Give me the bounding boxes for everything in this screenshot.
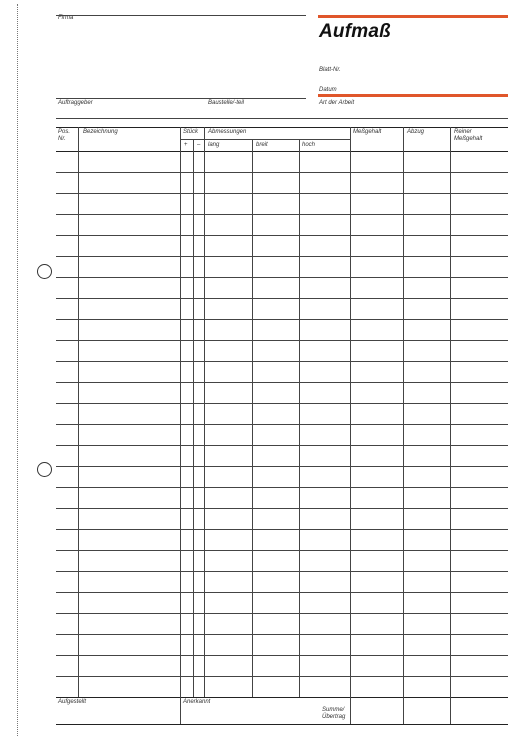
lang-header: lang: [208, 142, 220, 148]
hoch-header: hoch: [302, 142, 316, 148]
table-row-line: [56, 571, 508, 572]
table-row-line: [56, 340, 508, 341]
hoch-column-line: [299, 139, 300, 697]
table-column-line: [78, 127, 79, 697]
anerkannt-label: Anerkannt: [183, 699, 211, 705]
plus-header: +: [184, 142, 188, 148]
table-bottom-line: [56, 697, 508, 698]
aufgestellt-label: Aufgestellt: [58, 699, 87, 705]
punch-hole-bottom: [37, 462, 52, 477]
table-row-line: [56, 424, 508, 425]
datum-label: Datum: [319, 87, 337, 93]
table-header-bottom-line: [56, 151, 508, 152]
summe-label: Summe/: [322, 707, 345, 713]
blatt-nr-label: Blatt-Nr.: [319, 67, 341, 73]
title-bar-top: [318, 15, 508, 18]
table-row-line: [56, 655, 508, 656]
table-row-line: [56, 172, 508, 173]
auftraggeber-line: [56, 98, 306, 99]
title-bar-bottom: [318, 94, 508, 97]
table-row-line: [56, 319, 508, 320]
firma-label: Firma: [58, 15, 74, 21]
table-row-line: [56, 634, 508, 635]
table-row-line: [56, 445, 508, 446]
bezeichnung-header: Bezeichnung: [83, 129, 118, 135]
table-row-line: [56, 235, 508, 236]
table-row-line: [56, 508, 508, 509]
table-column-line: [204, 127, 205, 697]
table-row-line: [56, 529, 508, 530]
table-row-line: [56, 613, 508, 614]
abzug-header: Abzug: [407, 129, 425, 135]
table-row-line: [56, 193, 508, 194]
footer-bottom-line: [56, 724, 508, 725]
table-row-line: [56, 676, 508, 677]
messgehalt-header: Meßgehalt: [353, 129, 382, 135]
table-column-line: [450, 127, 451, 697]
table-row-line: [56, 298, 508, 299]
perforation-line: [17, 4, 18, 736]
table-column-line: [403, 127, 404, 697]
pos-label: Pos.: [58, 129, 71, 135]
reiner-header: Reiner: [454, 129, 472, 135]
auftraggeber-label: Auftraggeber: [58, 100, 93, 106]
table-row-line: [56, 487, 508, 488]
stueck-sub-line: [180, 139, 204, 140]
header-divider: [56, 118, 508, 119]
table-row-line: [56, 382, 508, 383]
page-title: Aufmaß: [319, 21, 391, 42]
uebertrag-label: Übertrag: [322, 714, 346, 720]
table-column-line: [180, 127, 181, 697]
footer-divider-line: [180, 697, 181, 724]
art-der-arbeit-label: Art der Arbeit: [319, 100, 355, 106]
minus-header: –: [197, 142, 201, 148]
abmessungen-sub-line: [204, 139, 350, 140]
baustelle-label: Baustelle/-teil: [208, 100, 245, 106]
nr-label: Nr.: [58, 136, 66, 142]
punch-hole-top: [37, 264, 52, 279]
table-row-line: [56, 361, 508, 362]
breit-header: breit: [256, 142, 268, 148]
table-row-line: [56, 550, 508, 551]
stueck-divider-line: [193, 139, 194, 697]
table-top-line: [56, 127, 508, 128]
table-row-line: [56, 277, 508, 278]
table-row-line: [56, 256, 508, 257]
table-column-line: [350, 127, 351, 697]
breit-column-line: [252, 139, 253, 697]
footer-column-line: [450, 697, 451, 724]
stueck-header: Stück: [183, 129, 199, 135]
table-row-line: [56, 466, 508, 467]
table-row-line: [56, 592, 508, 593]
reiner-messgehalt-header: Meßgehalt: [454, 136, 483, 142]
abmessungen-header: Abmessungen: [208, 129, 247, 135]
table-row-line: [56, 214, 508, 215]
firma-top-line: [56, 15, 306, 16]
footer-column-line: [350, 697, 351, 724]
footer-column-line: [403, 697, 404, 724]
table-row-line: [56, 403, 508, 404]
